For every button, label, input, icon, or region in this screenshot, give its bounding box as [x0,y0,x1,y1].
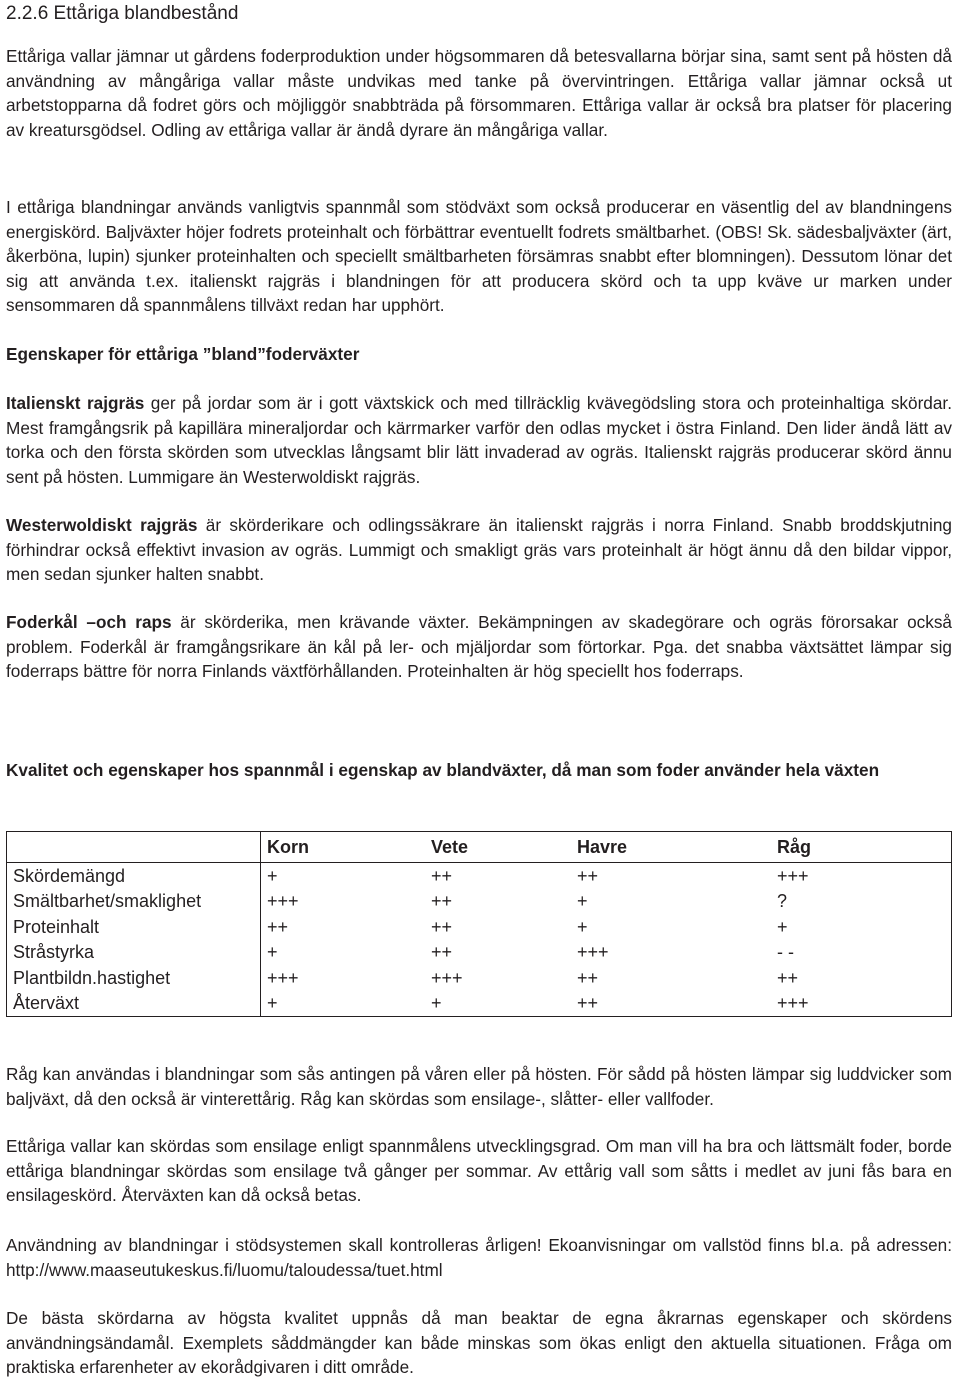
table-cell: ++ [431,891,453,911]
table-row [7,965,952,991]
spannmal-egenskaper-table [6,831,952,1017]
table-cell: + [577,891,588,911]
heading-egenskaper: Egenskaper för ettåriga ”bland”foderväxter [6,344,360,364]
table-cell: + [267,942,278,962]
paragraph-basta-skordarna: De bästa skördarna av högsta kvalitet uppnås då man beaktar de egna åkrarnas egenskaper och skördens användningsändamål. Exemplets såddmängder kan både minskas som ökas enligt den aktuella situationen. Fråga om praktiska erfarenheter av ekorådgivaren i ditt område. [6,1308,952,1377]
table-header-korn: Korn [267,836,309,857]
paragraph-stodsystemen: Användning av blandningar i stödsystemen skall kontrolleras årligen! Ekoanvisningar om vallstöd finns bl.a. på adressen: http://www.maaseutukeskus.fi/luomu/taloudessa/tuet.html [6,1235,952,1280]
paragraph-intro: Ettåriga vallar jämnar ut gårdens foderproduktion under högsommaren då betesvallarna börjar sina, samt sent på hösten då användning av mångåriga vallar måste undvikas med tanke på övervintringen. Ettåriga vallar jämnar också ut arbetstopparna då fodret görs och möjliggör snabbträda på försommaren. Ettåriga vallar är också bra platser för placering av kreatursgödsel. Odling av ettåriga vallar är ändå dyrare än mångåriga vallar. [6,46,952,140]
table-cell: +++ [777,993,809,1013]
table-cell: ++ [431,916,453,937]
table-cell: +++ [267,967,299,988]
table-row-label: Stråstyrka [7,940,261,966]
table-cell: + [267,993,278,1013]
paragraph-westerwoldiskt-rajgras: Westerwoldiskt rajgräs är skörderikare och odlingssäkrare än italienskt rajgräs i norra Finland. Snabb broddskjutning förhindrar också effektivt invasion av ogräs. Lummigt och smakligt gräs vars proteinhalt är högt ännu då den bildar vippor, men sedan sjunker halten snabbt. [6,515,952,584]
table-header-vete: Vete [431,836,469,857]
paragraph-blandningar: I ettåriga blandningar används vanligtvis spannmål som stödväxt som också producerar en väsentlig del av blandningens energiskörd. Baljväxter höjer fodrets proteinhalt och förbättrar eventuellt fodrets smältbarhet. (OBS! Sk. sädesbaljväxter (ärt, åkerböna, lupin) sjunker proteinhalten och speciellt smältbarheten försämras snabbt efter blomningen). Dessutom lönar det sig att använda t.ex. italienskt rajgräs i blandningen för att producera skörd och ta upp kväve ur marken under sensommaren då spannmålens tillväxt redan har upphört. [6,197,952,315]
section-title: 2.2.6 Ettåriga blandbestånd [6,3,239,24]
table-header-havre: Havre [577,836,628,857]
table-cell: + [431,993,442,1013]
table-header-cell [7,832,261,863]
table-cell: ++ [431,942,453,962]
table-row-label: Återväxt [7,991,261,1017]
table-row-label: Skördemängd [7,863,261,889]
paragraph-rag: Råg kan användas i blandningar som sås antingen på våren eller på hösten. För sådd på hösten lämpar sig luddvicker som baljväxt, då den också är vinterettårig. Råg kan skördas som ensilage-, slåtter- eller vallfoder. [6,1064,952,1109]
paragraph-ensilage: Ettåriga vallar kan skördas som ensilage enligt spannmålens utvecklingsgrad. Om man vill ha bra och lättsmält foder, borde ettåriga blandningar skördas som ensilage två gånger per sommar. Av ettårig vall som såtts i medlet av juni fås bara en ensilageskörd. Återväxten kan då också betas. [6,1136,952,1205]
table-row-label: Smältbarhet/smaklighet [7,889,261,915]
table-header-rag: Råg [777,836,812,857]
table-cell: +++ [777,865,809,886]
table-cell: ++ [267,916,289,937]
table-row [7,914,952,940]
table-row [7,863,952,889]
table-cell: +++ [577,942,609,962]
table-row [7,991,952,1017]
table-cell: ++ [577,967,599,988]
table-cell: ++ [777,967,799,988]
table-row-label: Plantbildn.hastighet [7,965,261,991]
table-row [7,889,952,915]
table-header-row [7,832,952,863]
table-cell: +++ [431,967,463,988]
paragraph-italienskt-rajgras: Italienskt rajgräs ger på jordar som är i gott växtskick och med tillräcklig kvävegödsling stora och proteinhaltiga skördar. Mest framgångsrik på kapillära mineraljordar och kärrmarker varför den odlas mycket i östra Finland. Den lider ändå lätt av torka och den första skörden som utvecklas långsamt blir lätt invaderad av ogräs. Italienskt rajgräs producerar skörd ännu sent på hösten. Lummigare än Westerwoldiskt rajgräs. [6,393,952,487]
table-cell: ++ [577,865,599,886]
table-cell: - - [777,942,794,962]
table-cell: + [777,916,788,937]
table-row [7,940,952,966]
term-westerwoldiskt-rajgras: Westerwoldiskt rajgräs [6,515,198,535]
table-cell: + [577,916,588,937]
table-cell: + [267,865,278,886]
heading-kvalitet-spannmal: Kvalitet och egenskaper hos spannmål i egenskap av blandväxter, då man som foder använder hela växten [6,760,880,780]
table-cell: ++ [577,993,599,1013]
table-row-label: Proteinhalt [7,914,261,940]
paragraph-foderkal-raps: Foderkål –och raps är skörderika, men krävande växter. Bekämpningen av skadegörare och ogräs förorsakar också problem. Foderkål är framgångsrikare än kål på ler- och mjäljordar som förtorkar. Pga. det snabba växtsättet lämpar sig foderraps bättre för norra Finlands växtförhållanden. Proteinhalten är hög speciellt hos foderraps. [6,612,952,681]
table-cell: ++ [431,865,453,886]
table-cell: +++ [267,891,299,911]
term-italienskt-rajgras: Italienskt rajgräs [6,393,145,413]
table-cell: ? [777,891,788,911]
term-foderkal-raps: Foderkål –och raps [6,612,172,632]
